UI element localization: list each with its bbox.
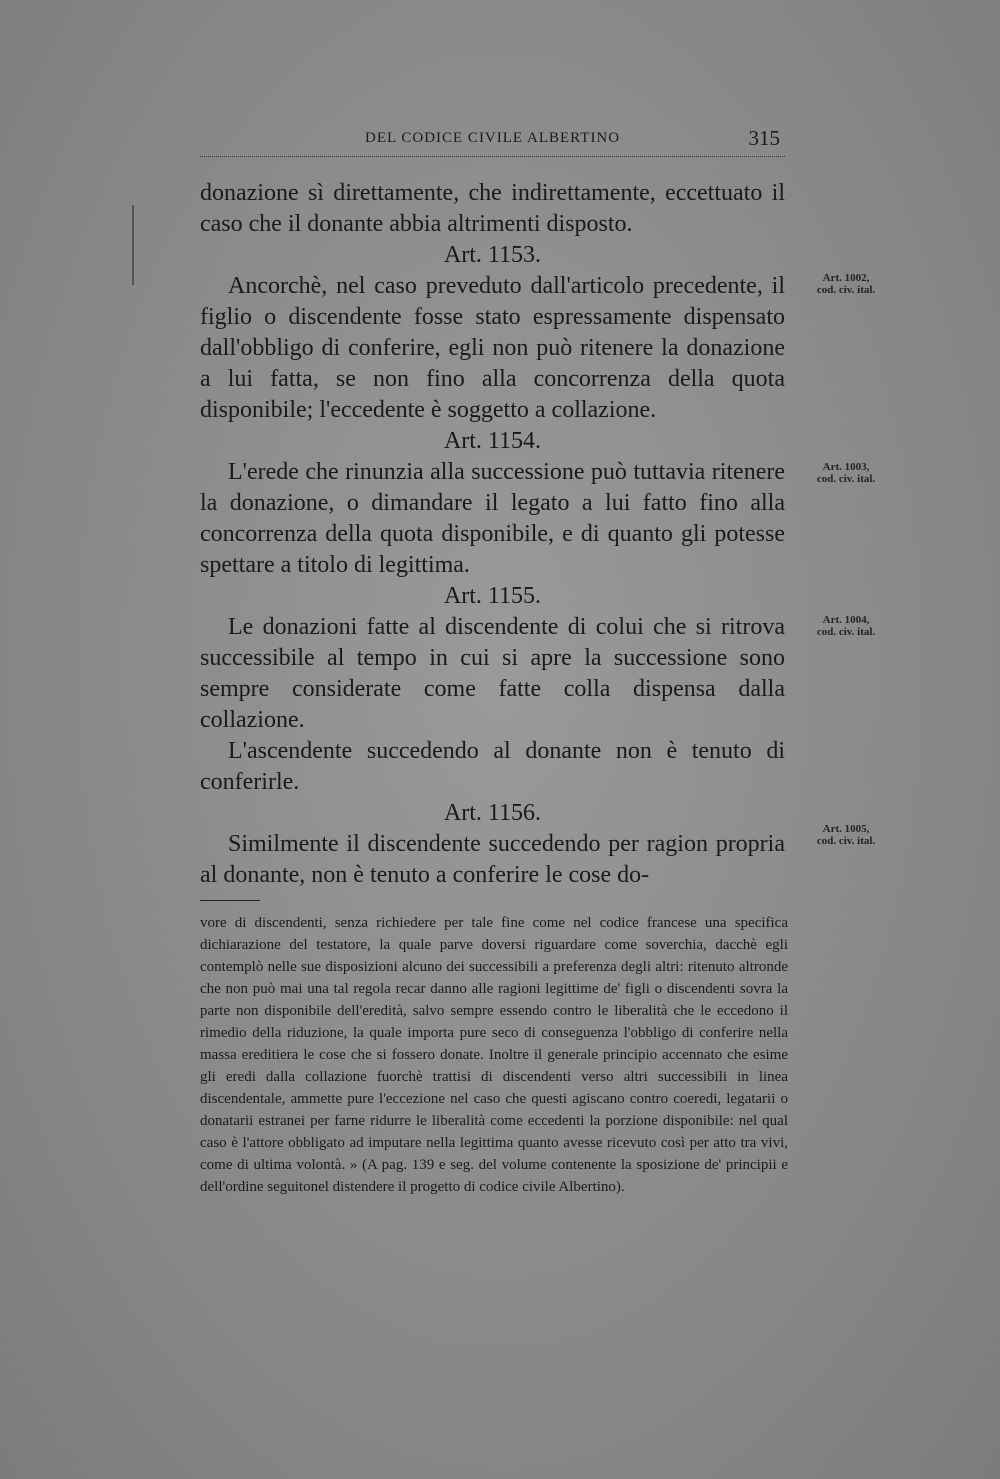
footnote xyxy=(200,912,788,1198)
paragraph-continuation: donazione sì direttamente, che indirettamente, eccettuato il caso che il donante abbia altrimenti disposto. xyxy=(200,180,785,237)
running-head-title: DEL CODICE CIVILE ALBERTINO xyxy=(365,130,621,146)
margin-note-1005 xyxy=(800,823,892,847)
article-heading-1153: Art. 1153. xyxy=(443,242,542,268)
margin-note-code: cod. civ. ital. xyxy=(816,284,876,296)
margin-note-code: cod. civ. ital. xyxy=(816,626,876,638)
margin-note-1004 xyxy=(800,614,892,638)
margin-note-article: Art. 1004, xyxy=(822,614,870,626)
margin-note-1002 xyxy=(800,272,892,296)
article-text-1155-second: L'ascendente succedendo al donante non è tenuto di conferirle. xyxy=(200,738,785,795)
margin-note-article: Art. 1003, xyxy=(822,461,870,473)
margin-note-article: Art. 1005, xyxy=(822,823,870,835)
margin-note-1003 xyxy=(800,461,892,485)
article-heading-1156: Art. 1156. xyxy=(443,800,542,826)
article-text-1155: Le donazioni fatte al discendente di colui che si ritrova successibile al tempo in cui si apre la successione sono sempre considerate come fatte colla dispensa dalla collazione. xyxy=(200,614,785,733)
article-text-1156: Similmente il discendente succedendo per ragion propria al donante, non è tenuto a conferire le cose do- xyxy=(200,831,785,888)
margin-note-article: Art. 1002, xyxy=(822,272,870,284)
article-text-1154: L'erede che rinunzia alla successione può tuttavia ritenere la donazione, o dimandare il legato a lui fatto fino alla concorrenza della quota disponibile, e di quanto gli potesse spettare a titolo di legittima. xyxy=(200,459,785,578)
footnote-text: vore di discendenti, senza richiedere per tale fine come nel codice francese una specifica dichiarazione del testatore, la quale parve doversi riguardare come soverchia, dacchè egli contemplò nelle sue disposizioni alcuno dei successibili a preferenza degli altri: ritenuto altronde che non può mai una tal regola recar danno alle ragioni legittime de' figli o discendenti sovra la parte non disponibile dell'eredità, salvo sempre essendo contro le liberalità che le eccedono il rimedio della riduzione, la quale importa pure seco di conseguenza l'obbligo di conferire nella massa ereditiera le cose che si fossero donate. Inoltre il generale principio accennato che esime gli eredi dalla collazione fuorchè trattisi di discendenti verso altri successibili in linea discendentale, ammette pure l'eccezione nel caso che questi agiscano contro coeredi, legatarii o donatarii estranei per farne ridurre le liberalità come eccedenti la porzione disponibile: nel qual caso è l'attore obbligato ad imputare nella legittima quanto avesse ricevuto così per atto tra vivi, come di ultima volontà. » (A pag. 139 e seg. del volume contenente la sposizione de' principii e dell'ordine seguitonel distendere il progetto di codice civile Albertino). xyxy=(200,915,788,1195)
page-number: 315 xyxy=(748,126,780,150)
margin-mark xyxy=(132,205,134,285)
running-head xyxy=(200,126,785,157)
article-heading-1155: Art. 1155. xyxy=(443,583,542,609)
article-heading-1154: Art. 1154. xyxy=(443,428,542,454)
footnote-rule xyxy=(200,900,260,901)
margin-note-code: cod. civ. ital. xyxy=(816,835,876,847)
margin-note-code: cod. civ. ital. xyxy=(816,473,876,485)
article-text-1153: Ancorchè, nel caso preveduto dall'articolo precedente, il figlio o discendente fosse stato espressamente dispensato dall'obbligo di conferire, egli non può ritenere la donazione a lui fatta, se non fino alla concorrenza della quota disponibile; l'eccedente è soggetto a collazione. xyxy=(200,273,785,423)
main-text xyxy=(200,178,785,891)
